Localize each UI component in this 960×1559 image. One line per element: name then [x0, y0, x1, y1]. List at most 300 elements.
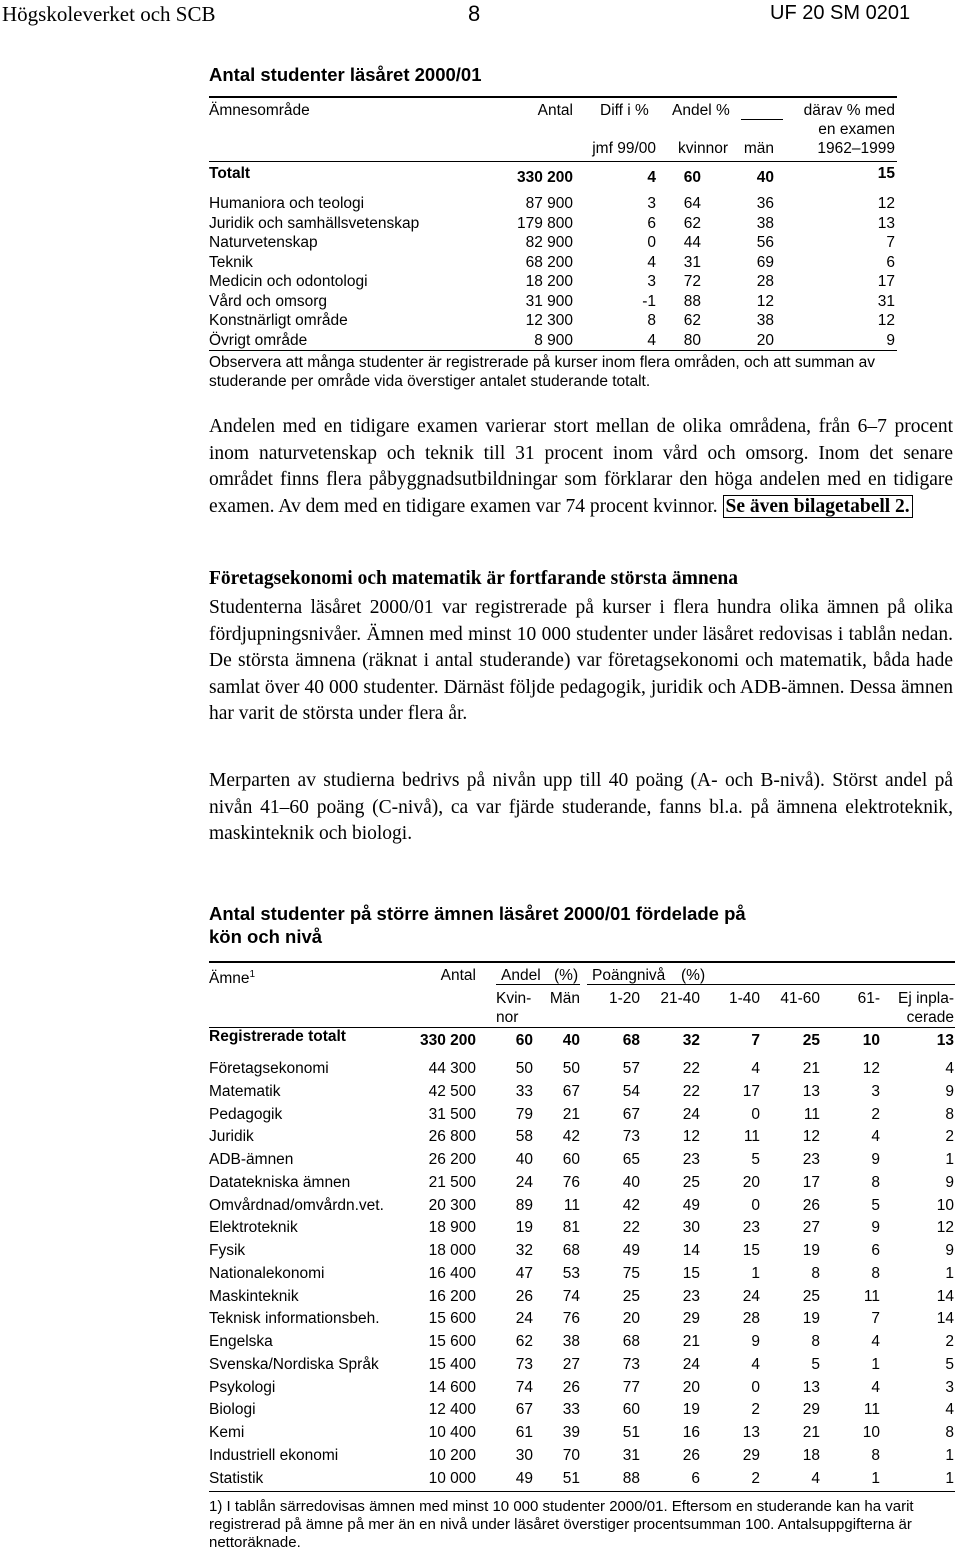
table2-row-value: 11	[863, 1287, 880, 1305]
table2-row-value: 14 600	[428, 1378, 476, 1396]
table2-row-label: Teknisk informationsbeh.	[209, 1310, 380, 1328]
table2-row-value: 26	[802, 1196, 820, 1214]
table1-bottom-rule	[209, 350, 897, 351]
table2-row-value: 1	[871, 1469, 880, 1487]
table2-row-label: Elektroteknik	[209, 1219, 298, 1237]
table2-total-value: 60	[515, 1032, 533, 1049]
table2-row-label: Kemi	[209, 1424, 245, 1441]
table2-row-value: 17	[802, 1173, 820, 1191]
table2-row-value: 16	[682, 1424, 700, 1441]
table2-row-label: ADB-ämnen	[209, 1151, 294, 1168]
table1-cell-prior: 7	[886, 234, 895, 251]
table2-total-label: Registrerade totalt	[209, 1028, 346, 1045]
table2-row-value: 21 500	[428, 1173, 476, 1191]
table2-row-value: 25	[802, 1287, 820, 1305]
table2-row-value: 2	[751, 1401, 760, 1419]
table1-head-rule	[209, 161, 897, 162]
table2-row-value: 8	[811, 1264, 820, 1282]
table2-row-label: Statistik	[209, 1469, 264, 1487]
table2-row-value: 19	[802, 1310, 820, 1328]
table2-row-value: 54	[622, 1082, 640, 1100]
table2-row-value: 49	[682, 1196, 700, 1214]
table2-row-value: 33	[515, 1082, 533, 1100]
table1-head-prior2: en examen	[818, 121, 895, 138]
table1-total-count: 330 200	[516, 169, 573, 186]
table2-row-value: 5	[945, 1355, 954, 1373]
table1-cell-prior: 12	[877, 195, 895, 212]
table1-cell-label: Medicin och odontologi	[209, 273, 368, 290]
table2-row-value: 30	[515, 1446, 533, 1464]
table2-row-value: 47	[515, 1264, 533, 1282]
table2-row-value: 11	[563, 1196, 580, 1214]
table2-row-value: 51	[622, 1424, 640, 1441]
table2-row-value: 0	[751, 1105, 760, 1123]
table2-row-value: 16 200	[428, 1287, 476, 1305]
table2-row-value: 89	[515, 1196, 533, 1214]
table1-note: Observera att många studenter är registrerade på kurser inom flera områden, och att summan av studerande per område vida överstiger antalet studerande totalt.	[209, 354, 875, 390]
table1-cell-count: 8 900	[534, 331, 573, 349]
table2-row-value: 10	[936, 1196, 954, 1214]
table2-head-l1: 1-20	[608, 990, 640, 1007]
table1-cell-label: Juridik och samhällsvetenskap	[209, 214, 420, 232]
table2-row-value: 7	[871, 1310, 880, 1328]
table1-total-diff: 4	[647, 169, 656, 186]
table2-row-value: 67	[515, 1401, 533, 1419]
table2-head-l2: 21-40	[660, 990, 700, 1007]
table1-cell-label: Teknik	[209, 253, 253, 271]
table2-row-value: 14	[936, 1310, 954, 1328]
table1-total-prior: 15	[877, 165, 895, 182]
table2-row-value: 68	[622, 1333, 640, 1350]
table2-level-rule	[587, 984, 955, 985]
table2-head-women1: Kvin-	[496, 990, 532, 1007]
table2-row-value: 27	[562, 1355, 580, 1373]
table2-row-value: 15 400	[428, 1355, 476, 1373]
table2-row-value: 4	[871, 1128, 880, 1146]
table2-row-value: 73	[515, 1355, 533, 1373]
table2-row-value: 14	[936, 1287, 954, 1305]
table2-row-value: 57	[622, 1060, 640, 1077]
table2-row-value: 26	[682, 1446, 700, 1464]
footnote-marker: 1	[249, 969, 256, 980]
table2-share-rule	[496, 984, 580, 985]
table2-row-value: 29	[802, 1401, 820, 1419]
table2-row-value: 26	[562, 1378, 580, 1396]
table2-row-value: 61	[515, 1424, 533, 1441]
table2-row-value: 42	[622, 1196, 640, 1214]
table2-row-value: 68	[562, 1242, 580, 1259]
table2-row-value: 5	[751, 1151, 760, 1168]
table2-row-value: 42 500	[428, 1082, 476, 1100]
table1-cell-men: 38	[756, 312, 774, 329]
table2-row-value: 12	[862, 1060, 880, 1077]
table2-row-value: 67	[622, 1105, 640, 1123]
table2-row-value: 40	[515, 1151, 533, 1168]
table1-cell-men: 36	[756, 195, 774, 212]
table2-row-value: 73	[622, 1128, 640, 1146]
table2-row-value: 2	[751, 1469, 760, 1487]
table1-cell-count: 18 200	[525, 273, 573, 290]
table1-cell-diff: 6	[647, 214, 656, 232]
table2-row-label: Maskinteknik	[209, 1287, 299, 1305]
table1-head-diff: Diff i %	[600, 102, 649, 119]
table2-total-value: 25	[802, 1032, 820, 1049]
table2-row-value: 44 300	[428, 1060, 476, 1077]
section-paragraph-1: Studenterna läsåret 2000/01 var registrerade på kurser i flera hundra olika ämnen på olika fördjupningsnivåer. Ämnen med minst 10 000 studenter under läsåret redovisas i tablån nedan. De största ämnena (räknat i antal studerande) var företagsekonomi och matematik, båda hade samlat över 40 000 studenter. Därnäst följde pedagogik, juridik och ADB-ämnen. Dessa ämnen har varit de största under flera år.	[209, 597, 953, 724]
table2-row-value: 60	[562, 1151, 580, 1168]
table2-row-value: 21	[802, 1424, 820, 1441]
table1-cell-label: Övrigt område	[209, 331, 308, 349]
table2-row-label: Matematik	[209, 1082, 281, 1100]
table1-cell-women: 62	[683, 214, 701, 232]
table1-cell-women: 88	[683, 292, 701, 310]
table1-cell-men: 28	[756, 273, 774, 290]
header-left: Högskoleverket och SCB	[2, 2, 216, 26]
table2-row-value: 15	[682, 1264, 700, 1282]
table2-row-value: 13	[802, 1082, 820, 1100]
table2-row-value: 60	[622, 1401, 640, 1419]
table2-row-value: 1	[751, 1264, 760, 1282]
table1-cell-count: 31 900	[525, 292, 573, 310]
table2-row-value: 2	[871, 1105, 880, 1123]
table2-row-label: Engelska	[209, 1333, 273, 1350]
table2-row-label: Datatekniska ämnen	[209, 1173, 351, 1191]
table2-row-value: 19	[515, 1219, 533, 1237]
table2-row-value: 4	[871, 1333, 880, 1350]
table1-cell-diff: 0	[647, 234, 656, 251]
table1-head-prior1: därav % med	[803, 102, 895, 119]
table2-row-value: 49	[622, 1242, 640, 1259]
table2-row-value: 58	[515, 1128, 533, 1146]
table1-cell-count: 12 300	[525, 312, 573, 329]
table2-row-value: 31	[622, 1446, 640, 1464]
table2-row-value: 27	[802, 1219, 820, 1237]
table2-row-value: 33	[562, 1401, 580, 1419]
table2-row-value: 12	[936, 1219, 954, 1237]
table2-row-value: 23	[682, 1151, 700, 1168]
table2-total-value: 330 200	[419, 1032, 476, 1049]
table2-row-value: 21	[562, 1105, 580, 1123]
table2-row-value: 10 200	[428, 1446, 476, 1464]
table2-row-value: 8	[871, 1173, 880, 1191]
table2-row-value: 20 300	[428, 1196, 476, 1214]
table2-row-value: 51	[562, 1469, 580, 1487]
table2-row-label: Företagsekonomi	[209, 1060, 329, 1077]
table2-head-l4: 41-60	[780, 990, 820, 1007]
table2-row-value: 12 400	[428, 1401, 476, 1419]
table2-row-value: 29	[742, 1446, 760, 1464]
table2-row-value: 74	[515, 1378, 533, 1396]
table2-row-value: 4	[751, 1060, 760, 1077]
table1-cell-diff: 4	[647, 253, 656, 271]
table1-total-men: 40	[756, 169, 774, 186]
table1-head-share: Andel %	[672, 102, 730, 119]
table2-row-value: 74	[562, 1287, 580, 1305]
table2-row-value: 8	[811, 1333, 820, 1350]
table2-row-value: 62	[515, 1333, 533, 1350]
table1-cell-label: Vård och omsorg	[209, 292, 328, 310]
table2-head-l6a: Ej inpla-	[898, 990, 954, 1007]
table2-row-value: 23	[802, 1151, 820, 1168]
table2-row-value: 73	[622, 1355, 640, 1373]
table2-row-value: 24	[682, 1355, 700, 1373]
table2-row-value: 81	[562, 1219, 580, 1237]
paragraph-share-prior	[209, 414, 953, 520]
table2-row-value: 76	[562, 1173, 580, 1191]
page-number: 8	[468, 1, 481, 26]
table2-row-value: 38	[562, 1333, 580, 1350]
table2-row-value: 22	[622, 1219, 640, 1237]
table2-row-value: 28	[742, 1310, 760, 1328]
table2-row-label: Juridik	[209, 1128, 254, 1146]
table2-row-value: 75	[622, 1264, 640, 1282]
table1-cell-label: Humaniora och teologi	[209, 195, 365, 212]
table2-row-value: 13	[742, 1424, 760, 1441]
table2-row-value: 1	[945, 1469, 954, 1487]
table2-row-value: 39	[562, 1424, 580, 1441]
table2-row-value: 4	[945, 1060, 954, 1077]
table2-row-value: 10	[862, 1424, 880, 1441]
table1-cell-diff: 3	[647, 273, 656, 290]
paragraph-text: Andelen med en tidigare examen varierar stort mellan de olika områdena, från 6–7 procent inom naturvetenskap och teknik till 31 procent inom vård och omsorg. Inom det senare området finns flera påbyggnadsutbildningar som förklarar den höga andelen med en tidigare examen. Av dem med en tidigare examen var 74 procent kvinnor.	[209, 416, 953, 517]
table2-row-value: 79	[515, 1105, 533, 1123]
table2-row-value: 26 800	[428, 1128, 476, 1146]
table2-row-label: Svenska/Nordiska Språk	[209, 1355, 379, 1373]
table2-row-value: 17	[742, 1082, 760, 1100]
table2-row-label: Fysik	[209, 1242, 246, 1259]
table2-row-value: 9	[945, 1173, 954, 1191]
table1-cell-men: 20	[756, 331, 774, 349]
table2-row-value: 32	[515, 1242, 533, 1259]
table2-head-count: Antal	[440, 967, 476, 984]
table2-row-value: 19	[682, 1401, 700, 1419]
table2-head-l3: 1-40	[728, 990, 760, 1007]
table2-row-value: 12	[802, 1128, 820, 1146]
table2-total-value: 40	[562, 1032, 580, 1049]
table2-row-value: 8	[871, 1446, 880, 1464]
table2-total-value: 68	[622, 1032, 640, 1049]
table2-row-value: 42	[562, 1128, 580, 1146]
table2-row-value: 25	[622, 1287, 640, 1305]
table2-row-value: 11	[863, 1401, 880, 1419]
table2-row-label: Biologi	[209, 1401, 256, 1419]
table2-footnote: 1) I tablån särredovisas ämnen med minst 10 000 studenter 2000/01. Eftersom en studerande kan ha varit registrerad på ämne på mer än en nivå under läsåret överstiger procentsumman 100. Antalsuppgifterna är nettoräknade.	[209, 1498, 914, 1551]
table1-total-label: Totalt	[209, 165, 251, 182]
table2-row-value: 25	[682, 1173, 700, 1191]
table2-row-value: 23	[682, 1287, 700, 1305]
table1-head-prior3: 1962–1999	[817, 140, 895, 157]
table1-cell-label: Naturvetenskap	[209, 234, 318, 251]
table2-total-value: 7	[751, 1032, 760, 1049]
table2-row-value: 23	[742, 1219, 760, 1237]
table2-total-value: 13	[936, 1032, 954, 1049]
table2-head-subject-text: Ämne	[209, 970, 250, 988]
table2-total-value: 32	[682, 1032, 700, 1049]
table1-top-rule	[209, 96, 897, 98]
table2-row-value: 19	[802, 1242, 820, 1259]
table1-cell-men: 56	[756, 234, 774, 251]
table2-row-value: 88	[622, 1469, 640, 1487]
appendix-link[interactable]: Se även bilagetabell 2.	[723, 495, 913, 518]
table2-row-value: 9	[751, 1333, 760, 1350]
table1-cell-prior: 13	[877, 214, 895, 232]
table2-row-value: 40	[622, 1173, 640, 1191]
table1-cell-men: 12	[756, 292, 774, 310]
table2-row-value: 15	[742, 1242, 760, 1259]
table2-row-value: 50	[515, 1060, 533, 1077]
table2-row-value: 8	[945, 1424, 954, 1441]
table2-row-value: 65	[622, 1151, 640, 1168]
table1-cell-count: 82 900	[525, 234, 573, 251]
table2-row-value: 5	[871, 1196, 880, 1214]
table2-row-value: 9	[945, 1242, 954, 1259]
table2-row-value: 1	[945, 1446, 954, 1464]
table2-row-value: 77	[622, 1378, 640, 1396]
table1-cell-count: 179 800	[516, 214, 573, 232]
table2-row-value: 70	[562, 1446, 580, 1464]
table2-row-value: 4	[751, 1355, 760, 1373]
table2-row-value: 24	[742, 1287, 760, 1305]
table2-row-value: 22	[682, 1060, 700, 1077]
table2-row-value: 24	[682, 1105, 700, 1123]
table2-row-value: 13	[802, 1378, 820, 1396]
table2-head-share-pct: (%)	[554, 967, 579, 984]
table1-head-subject: Ämnesområde	[209, 102, 310, 119]
table2-row-label: Industriell ekonomi	[209, 1446, 339, 1464]
table2-head-share: Andel	[501, 967, 541, 984]
table2-row-value: 22	[682, 1082, 700, 1100]
table2-row-value: 9	[945, 1082, 954, 1100]
table2-row-value: 11	[803, 1105, 820, 1123]
table2-row-value: 24	[515, 1173, 533, 1191]
table2-row-value: 67	[562, 1082, 580, 1100]
section-heading: Företagsekonomi och matematik är fortfarande största ämnena	[209, 568, 738, 589]
table2-row-value: 1	[871, 1355, 880, 1373]
table1-total-women: 60	[683, 169, 701, 186]
table2-row-value: 8	[945, 1105, 954, 1123]
table2-row-value: 53	[562, 1264, 580, 1282]
table2-row-value: 4	[811, 1469, 820, 1487]
table2-row-value: 6	[871, 1242, 880, 1259]
table2-row-value: 18	[802, 1446, 820, 1464]
table2-row-value: 26	[515, 1287, 533, 1305]
table2-head-level: Poängnivå	[592, 967, 666, 984]
table2-row-value: 30	[682, 1219, 700, 1237]
table2-row-value: 14	[682, 1242, 700, 1259]
table1-cell-label: Konstnärligt område	[209, 312, 348, 329]
table2-row-value: 1	[945, 1151, 954, 1168]
table2-row-value: 50	[562, 1060, 580, 1077]
table2-row-value: 9	[871, 1151, 880, 1168]
table2-top-rule	[209, 961, 955, 963]
table2-row-value: 18 000	[428, 1242, 476, 1259]
table1-head-diff2: jmf 99/00	[592, 140, 656, 157]
table2-row-value: 6	[691, 1469, 700, 1487]
table1-cell-women: 64	[683, 195, 701, 212]
table1-cell-men: 69	[756, 253, 774, 271]
table1-cell-diff: -1	[642, 292, 656, 310]
table2-row-value: 12	[682, 1128, 700, 1146]
table2-row-value: 15 600	[428, 1333, 476, 1350]
table2-row-value: 9	[871, 1219, 880, 1237]
table1-cell-women: 80	[683, 331, 701, 349]
table1-cell-diff: 4	[647, 331, 656, 349]
table2-row-value: 2	[945, 1128, 954, 1146]
table1-head-women: kvinnor	[678, 140, 728, 157]
table2-row-label: Pedagogik	[209, 1105, 283, 1123]
table2-row-value: 31 500	[428, 1105, 476, 1123]
table2-row-value: 21	[802, 1060, 820, 1077]
header-right: UF 20 SM 0201	[770, 2, 911, 24]
table2-row-value: 1	[945, 1264, 954, 1282]
table2-head-men: Män	[549, 990, 580, 1007]
table1-cell-women: 72	[683, 273, 701, 290]
table2-row-label: Nationalekonomi	[209, 1264, 325, 1282]
table2-row-value: 20	[742, 1173, 760, 1191]
table1-cell-women: 44	[683, 234, 701, 251]
table1-cell-diff: 8	[647, 312, 656, 329]
table2-row-label: Psykologi	[209, 1378, 276, 1396]
table2-row-value: 49	[515, 1469, 533, 1487]
table1-cell-prior: 17	[877, 273, 895, 290]
table1-cell-men: 38	[756, 214, 774, 232]
table1-cell-prior: 31	[877, 292, 895, 310]
table2-title-line2: kön och nivå	[209, 926, 323, 947]
table2-row-value: 0	[751, 1378, 760, 1396]
table2-head-l5: 61-	[857, 990, 880, 1007]
table2-row-value: 24	[515, 1310, 533, 1328]
table2-head-subject	[209, 965, 255, 988]
table2-head-women2: nor	[496, 1009, 519, 1026]
table2-row-value: 3	[871, 1082, 880, 1100]
table1-cell-prior: 6	[886, 253, 895, 271]
table2-total-value: 10	[862, 1032, 880, 1049]
table2-row-value: 20	[682, 1378, 700, 1396]
table2-head-l6b: cerade	[906, 1009, 954, 1026]
table2-row-value: 11	[743, 1128, 760, 1146]
table2-row-label: Omvårdnad/omvårdn.vet.	[209, 1196, 384, 1214]
table1-head-men: män	[743, 140, 774, 157]
table1-cell-count: 87 900	[525, 195, 573, 212]
table2-row-value: 15 600	[428, 1310, 476, 1328]
table2-title-line1: Antal studenter på större ämnen läsåret 2000/01 fördelade på	[209, 903, 746, 924]
table2-row-value: 16 400	[428, 1264, 476, 1282]
table2-row-value: 2	[945, 1333, 954, 1350]
table2-bottom-rule	[209, 1491, 955, 1492]
table1-cell-women: 31	[683, 253, 701, 271]
table2-row-value: 21	[682, 1333, 700, 1350]
table2-row-value: 4	[871, 1378, 880, 1396]
table2-head-level-pct: (%)	[681, 967, 706, 984]
table2-row-value: 76	[562, 1310, 580, 1328]
table1-title: Antal studenter läsåret 2000/01	[209, 64, 482, 85]
table2-row-value: 10 400	[428, 1424, 476, 1441]
table1-cell-diff: 3	[647, 195, 656, 212]
table2-row-value: 20	[622, 1310, 640, 1328]
table2-row-value: 5	[811, 1355, 820, 1373]
table1-cell-count: 68 200	[525, 253, 573, 271]
table2-row-value: 26 200	[428, 1151, 476, 1168]
section-paragraph-2: Merparten av studierna bedrivs på nivån upp till 40 poäng (A- och B-nivå). Störst andel på nivån 41–60 poäng (C-nivå), ca var fjärde studerande, fanns bl.a. på ämnena elektroteknik, maskinteknik och biologi.	[209, 770, 953, 844]
table1-cell-prior: 12	[877, 312, 895, 329]
table2-row-value: 4	[945, 1401, 954, 1419]
table1-cell-women: 62	[683, 312, 701, 329]
table2-row-value: 18 900	[428, 1219, 476, 1237]
table1-cell-prior: 9	[886, 331, 895, 349]
table1-head-count: Antal	[537, 102, 573, 119]
table2-row-value: 29	[682, 1310, 700, 1328]
table2-row-value: 8	[871, 1264, 880, 1282]
